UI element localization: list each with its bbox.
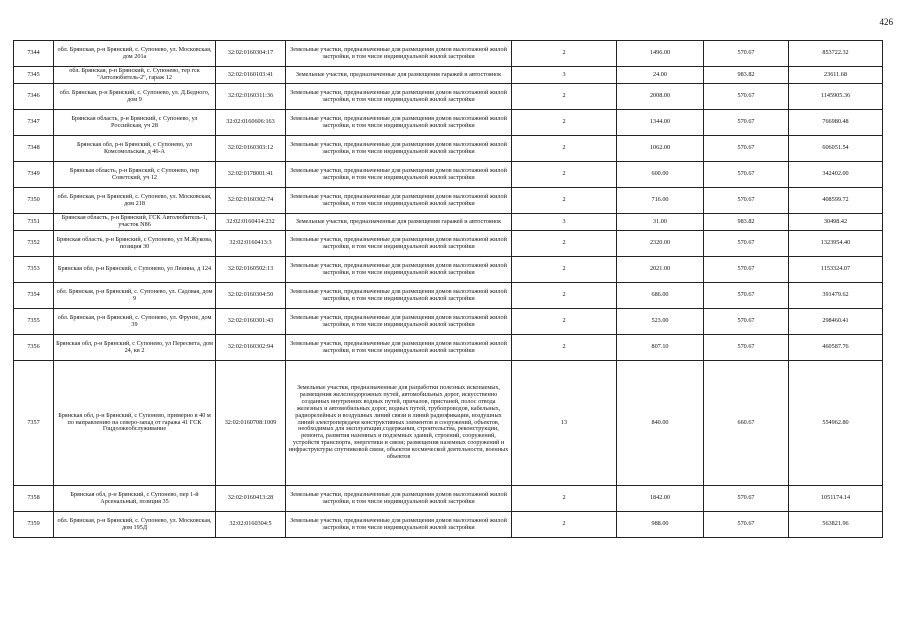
specific-value-cell: 660.67: [704, 361, 789, 486]
row-number: 7358: [14, 486, 54, 512]
table-row: [14, 257, 883, 283]
specific-value-cell: 570.67: [704, 283, 789, 309]
address-cell: Брянская область, р-н Брянский, с Супонево, пер Советский, уч 12: [54, 162, 216, 188]
address-cell: обл. Брянская, р-н Брянский, с. Супонево, ул. Московская, дом 195Д: [54, 512, 216, 538]
land-use-cell: Земельные участки, предназначенные для разработки полезных ископаемых, размещения железнодорожных путей, автомобильных дорог, искусственно созданных внутренних водных путей, причалов, пристаней, полос отвода железных и автомобильных дорог, водных путей, трубопроводов, кабельных, радиорелейных и воздушных линий связи и линий радиофикации, воздушных линий электропередачи конструктивных элементов и сооружений, объектов, необходимых для эксплуатации,содержания, строительства, реконструкции, ремонта, развития наземных и подземных зданий, строений, сооружений, устройств транспорта, энергетики и связи; размещения наземных сооружений и инфраструктуры спутниковой связи, объектов космической деятельности, военных объектов: [286, 361, 512, 486]
land-use-cell: Земельные участки, предназначенные для размещения домов малоэтажной жилой застройки, в том числе индивидуальной жилой застройки: [286, 188, 512, 214]
area-cell: 24.00: [617, 67, 704, 84]
area-cell: 840.00: [617, 361, 704, 486]
cadastral-value-cell: 1145905.36: [789, 84, 883, 110]
cadastral-number-cell: 32:02:0178001:41: [216, 162, 286, 188]
group-cell: 2: [512, 162, 617, 188]
cadastral-number-cell: 32:02:0160413:3: [216, 231, 286, 257]
specific-value-cell: 570.67: [704, 231, 789, 257]
row-number: 7345: [14, 67, 54, 84]
cadastral-number-cell: 32:02:0160311:36: [216, 84, 286, 110]
table-row: [14, 335, 883, 361]
table-row: [14, 136, 883, 162]
land-use-cell: Земельные участки, предназначенные для размещения домов малоэтажной жилой застройки, в том числе индивидуальной жилой застройки: [286, 110, 512, 136]
cadastral-number-cell: 32:02:0160304:5: [216, 512, 286, 538]
land-use-cell: Земельные участки, предназначенные для размещения гаражей и автостоянок: [286, 214, 512, 231]
cadastral-value-cell: 1051174.14: [789, 486, 883, 512]
area-cell: 1842.00: [617, 486, 704, 512]
specific-value-cell: 570.67: [704, 309, 789, 335]
specific-value-cell: 570.67: [704, 84, 789, 110]
land-use-cell: Земельные участки, предназначенные для размещения домов малоэтажной жилой застройки, в том числе индивидуальной жилой застройки: [286, 283, 512, 309]
land-use-cell: Земельные участки, предназначенные для размещения домов малоэтажной жилой застройки, в том числе индивидуальной жилой застройки: [286, 335, 512, 361]
land-use-cell: Земельные участки, предназначенные для размещения домов малоэтажной жилой застройки, в том числе индивидуальной жилой застройки: [286, 257, 512, 283]
row-number: 7355: [14, 309, 54, 335]
address-cell: Брянская обл, р-н Брянский, с Супонево, примерно в 40 м по направлению на северо-запад от гаража 41 ГСК Гоцдолжеобслуживание: [54, 361, 216, 486]
specific-value-cell: 983.82: [704, 214, 789, 231]
specific-value-cell: 570.67: [704, 162, 789, 188]
cadastral-value-cell: 606051.54: [789, 136, 883, 162]
group-cell: 2: [512, 231, 617, 257]
cadastral-number-cell: 32:02:0160413:28: [216, 486, 286, 512]
cadastral-number-cell: 32:02:0160302:74: [216, 188, 286, 214]
cadastral-value-cell: 298460.41: [789, 309, 883, 335]
group-cell: 2: [512, 136, 617, 162]
area-cell: 600.00: [617, 162, 704, 188]
cadastral-number-cell: 32:02:0160303:12: [216, 136, 286, 162]
group-cell: 2: [512, 309, 617, 335]
specific-value-cell: 570.67: [704, 512, 789, 538]
row-number: 7350: [14, 188, 54, 214]
table-row: [14, 309, 883, 335]
specific-value-cell: 983.82: [704, 67, 789, 84]
row-number: 7351: [14, 214, 54, 231]
land-use-cell: Земельные участки, предназначенные для размещения домов малоэтажной жилой застройки, в том числе индивидуальной жилой застройки: [286, 41, 512, 67]
table-row: [14, 361, 883, 486]
address-cell: обл. Брянская, р-н Брянский, с. Супонево, ул. Садовая, дом 9: [54, 283, 216, 309]
land-use-cell: Земельные участки, предназначенные для размещения домов малоэтажной жилой застройки, в том числе индивидуальной жилой застройки: [286, 309, 512, 335]
row-number: 7357: [14, 361, 54, 486]
group-cell: 13: [512, 361, 617, 486]
cadastral-number-cell: 32:02:0160414:232: [216, 214, 286, 231]
area-cell: 31.00: [617, 214, 704, 231]
address-cell: Брянская область, р-н Брянский, ГСК Автолюбитель-1, участок N86: [54, 214, 216, 231]
table-row: [14, 84, 883, 110]
cadastral-number-cell: 32:02:0160302:94: [216, 335, 286, 361]
specific-value-cell: 570.67: [704, 335, 789, 361]
address-cell: Брянская обл, р-н Брянский, с Супонево, ул Пересвета, дом 24, кв 2: [54, 335, 216, 361]
cadastral-value-cell: 342402.00: [789, 162, 883, 188]
table-row: [14, 231, 883, 257]
cadastral-value-cell: 408599.72: [789, 188, 883, 214]
cadastral-number-cell: 32:02:0160304:50: [216, 283, 286, 309]
address-cell: обл. Брянская, р-н Брянский, с. Супонево, тер гск "Автолюбитель-2", гараж 12: [54, 67, 216, 84]
row-number: 7347: [14, 110, 54, 136]
address-cell: Брянская обл, р-н Брянский, с Супонево, ул Комсомольская, д 46-А: [54, 136, 216, 162]
area-cell: 1344.00: [617, 110, 704, 136]
address-cell: обл. Брянская, р-н Брянский, с. Супонево, ул. Д.Бедного, дом 9: [54, 84, 216, 110]
area-cell: 2008.00: [617, 84, 704, 110]
cadastral-value-cell: 1323954.40: [789, 231, 883, 257]
address-cell: Брянская обл, р-н Брянский, с Супонево, ул Ленина, д 124: [54, 257, 216, 283]
land-use-cell: Земельные участки, предназначенные для размещения гаражей и автостоянок: [286, 67, 512, 84]
table-row: [14, 110, 883, 136]
cadastral-value-cell: 460587.76: [789, 335, 883, 361]
area-cell: 686.00: [617, 283, 704, 309]
row-number: 7356: [14, 335, 54, 361]
cadastral-value-cell: 391479.62: [789, 283, 883, 309]
address-cell: обл. Брянская, р-н Брянский, с. Супонево, ул. Фрунзе, дом 39: [54, 309, 216, 335]
cadastral-number-cell: 32:02:0160103:41: [216, 67, 286, 84]
address-cell: Брянская область, р-н Брянский, с Супонево, ул Российская, уч 28: [54, 110, 216, 136]
address-cell: Брянская обл, р-н Брянский, с Супонево, пер 1-й Арсенальный, позиция 35: [54, 486, 216, 512]
group-cell: 2: [512, 84, 617, 110]
group-cell: 2: [512, 110, 617, 136]
land-use-cell: Земельные участки, предназначенные для размещения домов малоэтажной жилой застройки, в том числе индивидуальной жилой застройки: [286, 136, 512, 162]
cadastral-number-cell: 32:02:0160606:163: [216, 110, 286, 136]
table-row: [14, 486, 883, 512]
specific-value-cell: 570.67: [704, 136, 789, 162]
group-cell: 3: [512, 67, 617, 84]
cadastral-number-cell: 32:02:0160708:1009: [216, 361, 286, 486]
row-number: 7352: [14, 231, 54, 257]
group-cell: 2: [512, 257, 617, 283]
address-cell: обл. Брянская, р-н Брянский, с. Супонево, ул. Московская, дом 218: [54, 188, 216, 214]
table-row: [14, 162, 883, 188]
table-row: [14, 67, 883, 84]
row-number: 7344: [14, 41, 54, 67]
row-number: 7346: [14, 84, 54, 110]
cadastral-value-cell: 853722.32: [789, 41, 883, 67]
cadastral-value-cell: 766980.48: [789, 110, 883, 136]
land-use-cell: Земельные участки, предназначенные для размещения домов малоэтажной жилой застройки, в том числе индивидуальной жилой застройки: [286, 512, 512, 538]
row-number: 7348: [14, 136, 54, 162]
area-cell: 807.10: [617, 335, 704, 361]
land-use-cell: Земельные участки, предназначенные для размещения домов малоэтажной жилой застройки, в том числе индивидуальной жилой застройки: [286, 231, 512, 257]
table-row: [14, 188, 883, 214]
specific-value-cell: 570.67: [704, 257, 789, 283]
specific-value-cell: 570.67: [704, 110, 789, 136]
cadastral-value-cell: 23611.68: [789, 67, 883, 84]
group-cell: 2: [512, 335, 617, 361]
table-row: [14, 214, 883, 231]
area-cell: 2021.00: [617, 257, 704, 283]
row-number: 7353: [14, 257, 54, 283]
page-number: 426: [879, 17, 893, 27]
group-cell: 2: [512, 486, 617, 512]
area-cell: 1496.00: [617, 41, 704, 67]
row-number: 7349: [14, 162, 54, 188]
group-cell: 2: [512, 512, 617, 538]
table-row: [14, 41, 883, 67]
address-cell: Брянская область, р-н Брянский, с Супонево, ул М.Жукова, позиция 30: [54, 231, 216, 257]
area-cell: 523.00: [617, 309, 704, 335]
area-cell: 2320.00: [617, 231, 704, 257]
cadastral-value-cell: 1153324.07: [789, 257, 883, 283]
cadastral-number-cell: 32:02:0160301:43: [216, 309, 286, 335]
group-cell: 2: [512, 283, 617, 309]
land-use-cell: Земельные участки, предназначенные для размещения домов малоэтажной жилой застройки, в том числе индивидуальной жилой застройки: [286, 486, 512, 512]
group-cell: 2: [512, 188, 617, 214]
cadastral-number-cell: 32:02:0160304:17: [216, 41, 286, 67]
area-cell: 716.00: [617, 188, 704, 214]
specific-value-cell: 570.67: [704, 188, 789, 214]
cadastral-value-cell: 554962.80: [789, 361, 883, 486]
group-cell: 2: [512, 41, 617, 67]
row-number: 7359: [14, 512, 54, 538]
address-cell: обл. Брянская, р-н Брянский, с. Супонево, ул. Московская, дом 201а: [54, 41, 216, 67]
group-cell: 3: [512, 214, 617, 231]
cadastral-number-cell: 32:02:0160502:13: [216, 257, 286, 283]
area-cell: 1062.00: [617, 136, 704, 162]
row-number: 7354: [14, 283, 54, 309]
table-body: [14, 41, 883, 538]
specific-value-cell: 570.67: [704, 486, 789, 512]
table-row: [14, 283, 883, 309]
table-row: [14, 512, 883, 538]
land-use-cell: Земельные участки, предназначенные для размещения домов малоэтажной жилой застройки, в том числе индивидуальной жилой застройки: [286, 84, 512, 110]
area-cell: 988.00: [617, 512, 704, 538]
cadastral-value-cell: 30498.42: [789, 214, 883, 231]
cadastral-value-table: [13, 40, 883, 538]
land-use-cell: Земельные участки, предназначенные для размещения домов малоэтажной жилой застройки, в том числе индивидуальной жилой застройки: [286, 162, 512, 188]
cadastral-value-cell: 563821.96: [789, 512, 883, 538]
specific-value-cell: 570.67: [704, 41, 789, 67]
